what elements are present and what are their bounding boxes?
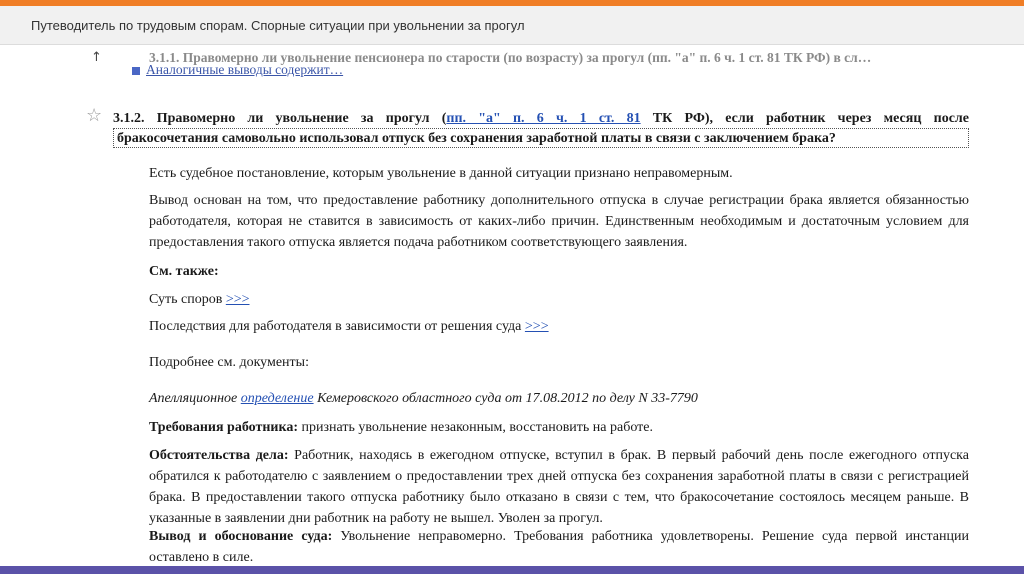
section-heading-part1: 3.1.2. Правомерно ли увольнение за прогул (	[113, 111, 447, 126]
requirements-text: признать увольнение незаконным, восстановить на работе.	[297, 420, 653, 435]
circumstances-label: Обстоятельства дела:	[149, 448, 289, 463]
document-view[interactable]	[0, 44, 1024, 566]
bullet-square-icon	[132, 67, 140, 75]
court-document-reference	[149, 388, 969, 409]
intro-paragraph: Есть судебное постановление, которым увольнение в данной ситуации признано неправомерным.	[149, 166, 733, 181]
section-heading-part2: ТК РФ), если работник через месяц после	[640, 111, 969, 126]
conclusion-label: Вывод и обоснование суда:	[149, 529, 333, 544]
court-document-link[interactable]: определение	[240, 391, 314, 406]
similar-conclusions-row[interactable]	[132, 62, 432, 84]
conclusion-basis-paragraph: Вывод основан на том, что предоставление работнику дополнительного отпуска в случае регистрации брака является обязанностью работодателя, которая не ставится в зависимость от каких-либо причин. Единственным необходимым и достаточным условием для предоставления такого отпуска является подача работником соответствующего заявления.	[149, 193, 969, 250]
see-also-item-1	[149, 289, 969, 310]
see-also-link-2[interactable]: >>>	[524, 319, 549, 334]
more-documents-label: Подробнее см. документы:	[149, 355, 309, 370]
up-arrow-icon[interactable]: ↑	[91, 50, 102, 65]
see-also-item-2-text: Последствия для работодателя в зависимости от решения суда	[149, 319, 525, 334]
court-document-suffix: Кемеровского областного суда от 17.08.2012 по делу N 33-7790	[313, 391, 698, 406]
bottom-accent-bar	[0, 566, 1024, 574]
court-conclusion	[149, 526, 969, 568]
see-also-item-1-text: Суть споров	[149, 292, 226, 307]
title-bar	[0, 6, 1024, 45]
court-document-prefix: Апелляционное	[149, 391, 241, 406]
previous-section-heading[interactable]: 3.1.1. Правомерно ли увольнение пенсионера по старости (по возрасту) за прогул (пп. "а" п. 6 ч. 1 ст. 81 ТК РФ) в сл…	[149, 50, 872, 65]
requirements-label: Требования работника:	[149, 420, 298, 435]
employee-requirements	[149, 417, 969, 438]
see-also-heading: См. также:	[149, 264, 219, 279]
circumstances-text: Работник, находясь в ежегодном отпуске, вступил в брак. В первый рабочий день после ежегодного отпуска обратился к работодателю с заявлением о предоставлении трех дней отпуска без сохранения заработной платы в связи с регистрацией брака. В предоставлении такого отпуска работнику было отказано в связи с тем, что бракосочетание состоялось месяцем раньше. В указанные в заявлении дни работник на работу не вышел. Уволен за прогул.	[149, 448, 969, 526]
conclusion-text: Увольнение неправомерно. Требования работника удовлетворены. Решение суда первой инстанции оставлено в силе.	[149, 529, 969, 565]
see-also-item-2	[149, 316, 969, 337]
section-heading	[113, 109, 969, 128]
window-title: Путеводитель по трудовым спорам. Спорные ситуации при увольнении за прогул	[31, 18, 525, 33]
similar-conclusions-link[interactable]: Аналогичные выводы содержит…	[146, 62, 344, 77]
section-heading-line2: бракосочетания самовольно использовал отпуск без сохранения заработной платы в связи с заключением брака?	[113, 128, 969, 148]
article-link[interactable]: пп. "а" п. 6 ч. 1 ст. 81	[446, 111, 641, 126]
see-also-link-1[interactable]: >>>	[225, 292, 250, 307]
star-bookmark-icon[interactable]: ☆	[86, 105, 103, 126]
case-circumstances	[149, 445, 969, 529]
